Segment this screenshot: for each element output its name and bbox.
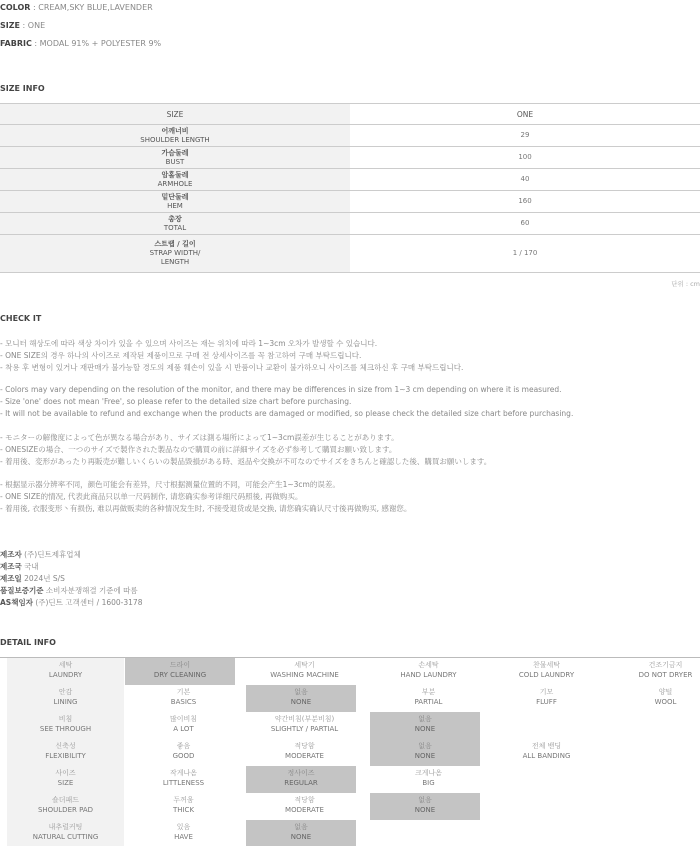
detail-option-selected <box>246 685 356 712</box>
size-row-value: 100 <box>350 147 700 169</box>
detail-kr-label: 많이비침 <box>169 715 198 723</box>
size-info-title: SIZE INFO <box>0 84 45 93</box>
detail-row <box>0 658 700 685</box>
detail-option <box>488 793 605 820</box>
detail-en-label: NATURAL CUTTING <box>32 833 99 841</box>
detail-kr-label: 없음 <box>418 742 432 750</box>
notice-line: - 착용 후 변형이 있거나 재판매가 불가능할 경도의 제품 훼손이 있을 시 반품이나 교환이 불가하오니 사이즈를 체크하신 후 구매 부탁드립니다. <box>0 363 464 372</box>
detail-option <box>370 658 487 685</box>
detail-kr-label: 없음 <box>294 823 308 831</box>
notice-line: - 着用後、変形があったり再販売が難しいくらいの製品毀損がある時、返品や交換が不可なのでサイズをきちんと確認した後、購買お願いします。 <box>0 457 492 466</box>
notice-line: - 모니터 해상도에 따라 색상 차이가 있을 수 있으며 사이즈는 재는 위치에 따라 1~3cm 오차가 발생할 수 있습니다. <box>0 339 378 348</box>
size-table-header <box>0 104 700 125</box>
detail-en-label: COLD LAUNDRY <box>518 671 575 679</box>
notice-line: - モニターの解像度によって色が異なる場合があり、サイズは測る場所によって1~3cm誤差が生じることがあります。 <box>0 433 399 442</box>
detail-option <box>607 766 700 793</box>
size-row <box>0 191 700 213</box>
size-row-label: 암홀둘레 ARMHOLE <box>0 169 350 191</box>
detail-kr-label: 숄더패드 <box>51 796 80 804</box>
detail-info-title: DETAIL INFO <box>0 638 56 647</box>
detail-kr-label: 손세탁 <box>418 661 439 669</box>
size-header-value: ONE <box>350 104 700 125</box>
detail-kr-label: 있음 <box>176 823 191 831</box>
detail-kr-label: 양털 <box>658 688 673 696</box>
detail-row <box>0 712 700 739</box>
notice-line: - 着用後, 衣服变形丶有损伤, 难以再做贩卖的各种情况发生时, 不接受退货或是交换, 请您确实确认尺寸後再做购买, 感谢您。 <box>0 504 412 513</box>
detail-en-label: FLUFF <box>536 698 557 706</box>
detail-row <box>0 793 700 820</box>
detail-en-label: PARTIAL <box>414 698 443 706</box>
detail-kr-label: 내추럴커팅 <box>48 823 83 831</box>
maker-line: 제조국 국내 <box>0 562 39 571</box>
size-row <box>0 235 700 273</box>
detail-option <box>246 739 363 766</box>
spec-fabric: FABRIC : MODAL 91% + POLYESTER 9% <box>0 39 162 48</box>
detail-en-label: NONE <box>290 833 312 841</box>
detail-category <box>7 658 124 685</box>
detail-en-label: A LOT <box>173 725 194 733</box>
detail-kr-label: 안감 <box>58 688 73 696</box>
detail-kr-label: 찬물세탁 <box>532 661 561 669</box>
detail-row <box>0 685 700 712</box>
size-row-value: 40 <box>350 169 700 191</box>
detail-kr-label: 작게나옴 <box>169 769 198 777</box>
detail-en-label: MODERATE <box>285 752 324 760</box>
detail-option <box>125 739 242 766</box>
detail-option <box>246 712 363 739</box>
detail-en-label: SIZE <box>57 779 74 787</box>
size-row <box>0 125 700 147</box>
detail-kr-label: 건조기금지 <box>648 661 683 669</box>
size-row-label: 스트랩 / 길이 STRAP WIDTH/ LENGTH <box>0 235 350 273</box>
detail-option <box>370 820 487 846</box>
detail-en-label: WASHING MACHINE <box>270 671 339 679</box>
detail-kr-label: 드라이 <box>169 661 191 669</box>
detail-option <box>607 820 700 846</box>
detail-kr-label: 없음 <box>418 796 432 804</box>
detail-option <box>370 766 487 793</box>
unit-note: 단위 : cm <box>671 280 700 288</box>
detail-kr-label: 정사이즈 <box>287 769 315 777</box>
detail-kr-label: 적당함 <box>294 796 315 804</box>
detail-grid <box>0 657 700 846</box>
detail-en-label: WOOL <box>654 698 677 706</box>
detail-option <box>488 685 605 712</box>
size-table <box>0 103 700 273</box>
detail-option-selected <box>370 712 480 739</box>
detail-row <box>0 766 700 793</box>
maker-line: 제조자 (주)딘트제휴업체 <box>0 550 81 559</box>
size-row-label: 밑단둘레 HEM <box>0 191 350 213</box>
detail-en-label: LAUNDRY <box>48 671 83 679</box>
detail-en-label: LITTLENESS <box>162 779 205 787</box>
detail-en-label: BASICS <box>170 698 197 706</box>
size-row-label: 가슴둘레 BUST <box>0 147 350 169</box>
detail-option-selected <box>246 820 356 846</box>
detail-en-label: FLEXIBILITY <box>45 752 86 760</box>
detail-kr-label: 신축성 <box>55 742 76 750</box>
detail-en-label: REGULAR <box>284 779 318 787</box>
detail-row <box>0 739 700 766</box>
detail-en-label: LINING <box>53 698 78 706</box>
detail-en-label: ALL BANDING <box>522 752 571 760</box>
maker-line: AS책임자 (주)딘트 고객센터 / 1600-3178 <box>0 598 143 607</box>
detail-kr-label: 적당함 <box>294 742 315 750</box>
detail-option-selected <box>370 739 480 766</box>
detail-en-label: BIG <box>422 779 435 787</box>
maker-line: 제조일 2024년 S/S <box>0 574 65 583</box>
detail-option <box>607 712 700 739</box>
detail-category <box>7 739 124 766</box>
detail-option <box>125 820 242 846</box>
detail-kr-label: 세탁기 <box>294 661 315 669</box>
detail-kr-label: 사이즈 <box>55 769 76 777</box>
detail-en-label: HAND LAUNDRY <box>400 671 457 679</box>
detail-option <box>488 820 605 846</box>
detail-en-label: SHOULDER PAD <box>37 806 94 814</box>
detail-en-label: SLIGHTLY / PARTIAL <box>270 725 339 733</box>
spec-size: SIZE : ONE <box>0 21 46 30</box>
size-row-label: 총장 TOTAL <box>0 213 350 235</box>
detail-option <box>125 766 242 793</box>
detail-kr-label: 기본 <box>176 688 191 696</box>
detail-en-label: THICK <box>172 806 195 814</box>
detail-category <box>7 685 124 712</box>
detail-category <box>7 820 124 846</box>
spec-color: COLOR : CREAM,SKY BLUE,LAVENDER <box>0 3 153 12</box>
detail-option <box>607 685 700 712</box>
detail-option <box>607 793 700 820</box>
detail-kr-label: 좋음 <box>176 742 191 750</box>
detail-en-label: HAVE <box>174 833 193 841</box>
detail-en-label: DO NOT DRYER <box>638 671 693 679</box>
detail-option <box>488 658 605 685</box>
check-it-title: CHECK IT <box>0 314 42 323</box>
detail-kr-label: 크게나옴 <box>414 769 443 777</box>
detail-row <box>0 820 700 846</box>
notice-line: - ONE SIZE的情况, 代表此商品只以单一尺码制作, 请您确实参考详细尺码照後, 再做购买。 <box>0 492 303 501</box>
detail-option-selected <box>246 766 356 793</box>
detail-kr-label: 없음 <box>294 688 308 696</box>
detail-category <box>7 793 124 820</box>
maker-line: 품질보증기준 소비자분쟁해결 기준에 따름 <box>0 586 138 595</box>
detail-option <box>246 658 363 685</box>
detail-en-label: NONE <box>290 698 312 706</box>
detail-en-label: GOOD <box>172 752 195 760</box>
detail-kr-label: 없음 <box>418 715 432 723</box>
size-row-value: 60 <box>350 213 700 235</box>
detail-category <box>7 712 124 739</box>
detail-option <box>607 739 700 766</box>
detail-option-selected <box>125 658 235 685</box>
detail-option <box>488 739 605 766</box>
detail-kr-label: 기모 <box>539 688 554 696</box>
detail-kr-label: 세탁 <box>58 661 73 669</box>
detail-en-label: DRY CLEANING <box>153 671 207 679</box>
detail-en-label: NONE <box>414 752 436 760</box>
size-row <box>0 169 700 191</box>
detail-option-selected <box>370 793 480 820</box>
detail-en-label: MODERATE <box>285 806 324 814</box>
detail-en-label: NONE <box>414 725 436 733</box>
detail-option <box>488 766 605 793</box>
notice-line: - ONE SIZE의 경우 하나의 사이즈로 제작된 제품이므로 구매 전 상세사이즈를 꼭 참고하여 구매 부탁드립니다. <box>0 351 362 360</box>
detail-en-label: NONE <box>414 806 436 814</box>
size-row-label: 어깨너비 SHOULDER LENGTH <box>0 125 350 147</box>
detail-option <box>125 685 242 712</box>
size-row-value: 29 <box>350 125 700 147</box>
detail-option <box>246 793 363 820</box>
detail-category <box>7 766 124 793</box>
detail-kr-label: 전체 밴딩 <box>531 742 562 750</box>
notice-line: - Size 'one' does not mean 'Free', so please refer to the detailed size chart before purchasing. <box>0 397 352 406</box>
notice-line: - It will not be available to refund and exchange when the products are damaged or modified, so please check the detailed size chart before purchasing. <box>0 409 574 418</box>
detail-kr-label: 두꺼움 <box>173 796 194 804</box>
size-row-value: 1 / 170 <box>350 235 700 273</box>
detail-option <box>125 793 242 820</box>
notice-line: - 根据显示器分辨率不同，颜色可能会有差异，尺寸根据测量位置的不同，可能会产生1~3cm的误差。 <box>0 480 340 489</box>
detail-option <box>125 712 242 739</box>
notice-line: - Colors may vary depending on the resolution of the monitor, and there may be differences in size from 1~3 cm depending on where it is measured. <box>0 385 562 394</box>
size-header-label: SIZE <box>0 104 350 125</box>
size-row <box>0 213 700 235</box>
size-row <box>0 147 700 169</box>
detail-kr-label: 부분 <box>421 688 436 696</box>
detail-en-label: SEE THROUGH <box>39 725 92 733</box>
detail-option <box>488 712 605 739</box>
detail-option <box>370 685 487 712</box>
notice-line: - ONESIZEの場合、一つのサイズで製作された製品なので購買の前に詳細サイズを必ず参考して購買お願い致します。 <box>0 445 397 454</box>
detail-kr-label: 비침 <box>58 715 73 723</box>
detail-kr-label: 약간비침(부분비침) <box>274 715 335 723</box>
detail-option <box>607 658 700 685</box>
size-row-value: 160 <box>350 191 700 213</box>
